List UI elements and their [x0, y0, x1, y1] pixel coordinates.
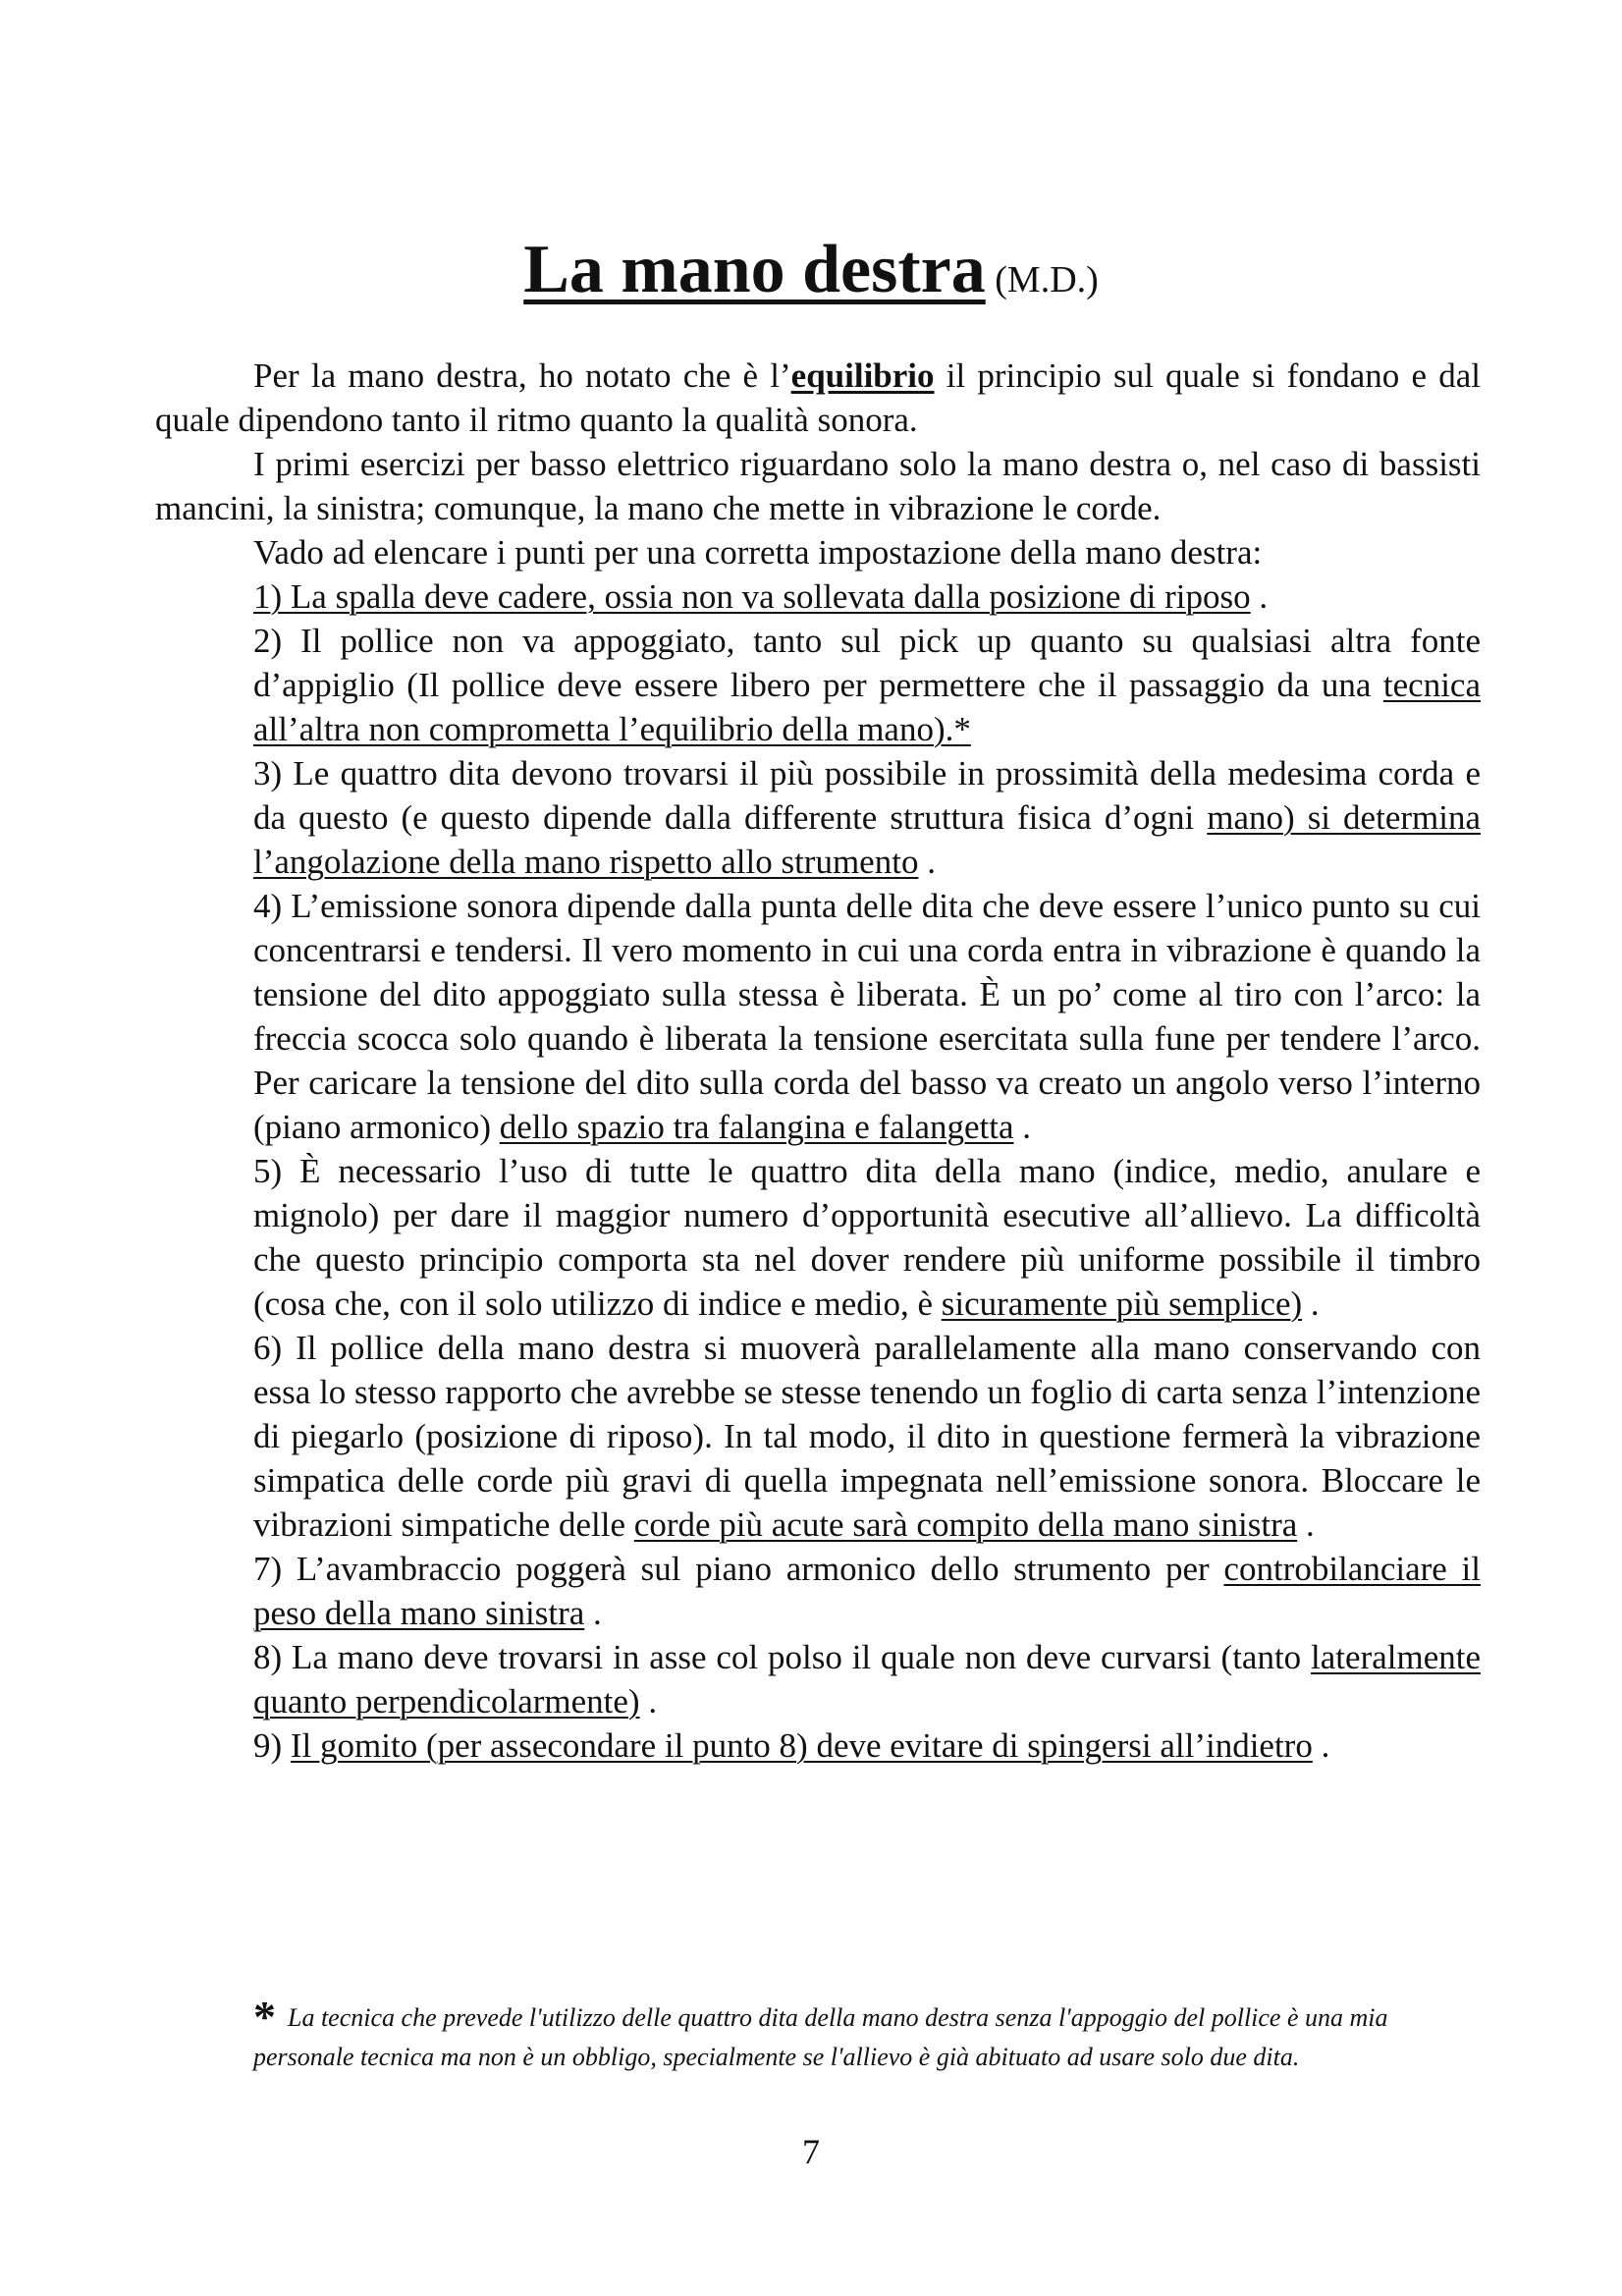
list-item-1: 1) La spalla deve cadere, ossia non va sollevata dalla posizione di riposo . [253, 577, 1269, 616]
page-number: 7 [802, 2132, 820, 2171]
list-item-5: 5) È necessario l’uso di tutte le quattro dita della mano (indice, medio, anulare e mignolo) per dare il maggior numero d’opportunità esecutive all’allievo. La difficoltà che questo principio comporta sta nel dover rendere più uniforme possibile il timbro (cosa che, con il solo utilizzo di indice e medio, è sicuramente più semplice) . [253, 1152, 1481, 1323]
intro-paragraph-3: Vado ad elencare i punti per una corretta impostazione della mano destra: [253, 533, 1263, 572]
footnote-text: La tecnica che prevede l'utilizzo delle quattro dita della mano destra senza l'appoggio del pollice è una mia personale tecnica ma non è un obbligo, specialmente se l'allievo è già abituato ad usare solo due dita. [253, 2003, 1388, 2071]
intro-paragraph-1: Per la mano destra, ho notato che è l’equilibrio il principio sul quale si fondano e dal quale dipendono tanto il ritmo quanto la qualità sonora. [155, 356, 1481, 439]
list-item-3: 3) Le quattro dita devono trovarsi il più possibile in prossimità della medesima corda e da questo (e questo dipende dalla differente struttura fisica d’ogni mano) si determina l’angolazione della mano rispetto allo strumento . [253, 754, 1481, 881]
body-text [155, 354, 1481, 1768]
list-item-2: 2) Il pollice non va appoggiato, tanto sul pick up quanto su qualsiasi altra fonte d’appiglio (Il pollice deve essere libero per permettere che il passaggio da una tecnica all’altra non comprometta l’equilibrio della mano).* [253, 622, 1481, 748]
list-item-9: 9) Il gomito (per assecondare il punto 8) deve evitare di spingersi all’indietro . [253, 1726, 1330, 1765]
title-abbreviation: (M.D.) [995, 259, 1099, 301]
intro-paragraph-2: I primi esercizi per basso elettrico riguardano solo la mano destra o, nel caso di bassisti mancini, la sinistra; comunque, la mano che mette in vibrazione le corde. [155, 445, 1481, 527]
footnote [253, 1992, 1490, 2077]
footnote-asterisk: * [253, 1992, 276, 2042]
list-item-4: 4) L’emissione sonora dipende dalla punta delle dita che deve essere l’unico punto su cui concentrarsi e tendersi. Il vero momento in cui una corda entra in vibrazione è quando la tensione del dito appoggiato sulla stessa è liberata. È un po’ come al tiro con l’arco: la freccia scocca solo quando è liberata la tensione esercitata sulla fune per tendere l’arco. Per caricare la tensione del dito sulla corda del basso va creato un angolo verso l’interno (piano armonico) dello spazio tra falangina e falangetta . [253, 887, 1481, 1146]
title-main: La mano destra [523, 232, 986, 307]
page-title [0, 231, 1622, 309]
list-item-8: 8) La mano deve trovarsi in asse col polso il quale non deve curvarsi (tanto lateralmente quanto perpendicolarmente) . [253, 1638, 1481, 1721]
emphasis-equilibrio: equilibrio [790, 356, 935, 395]
list-item-7: 7) L’avambraccio poggerà sul piano armonico dello strumento per controbilanciare il peso della mano sinistra . [253, 1550, 1481, 1632]
list-item-6: 6) Il pollice della mano destra si muoverà parallelamente alla mano conservando con essa lo stesso rapporto che avrebbe se stesse tenendo un foglio di carta senza l’intenzione di piegarlo (posizione di riposo). In tal modo, il dito in questione fermerà la vibrazione simpatica delle corde più gravi di quella impegnata nell’emissione sonora. Bloccare le vibrazioni simpatiche delle corde più acute sarà compito della mano sinistra . [253, 1329, 1481, 1544]
